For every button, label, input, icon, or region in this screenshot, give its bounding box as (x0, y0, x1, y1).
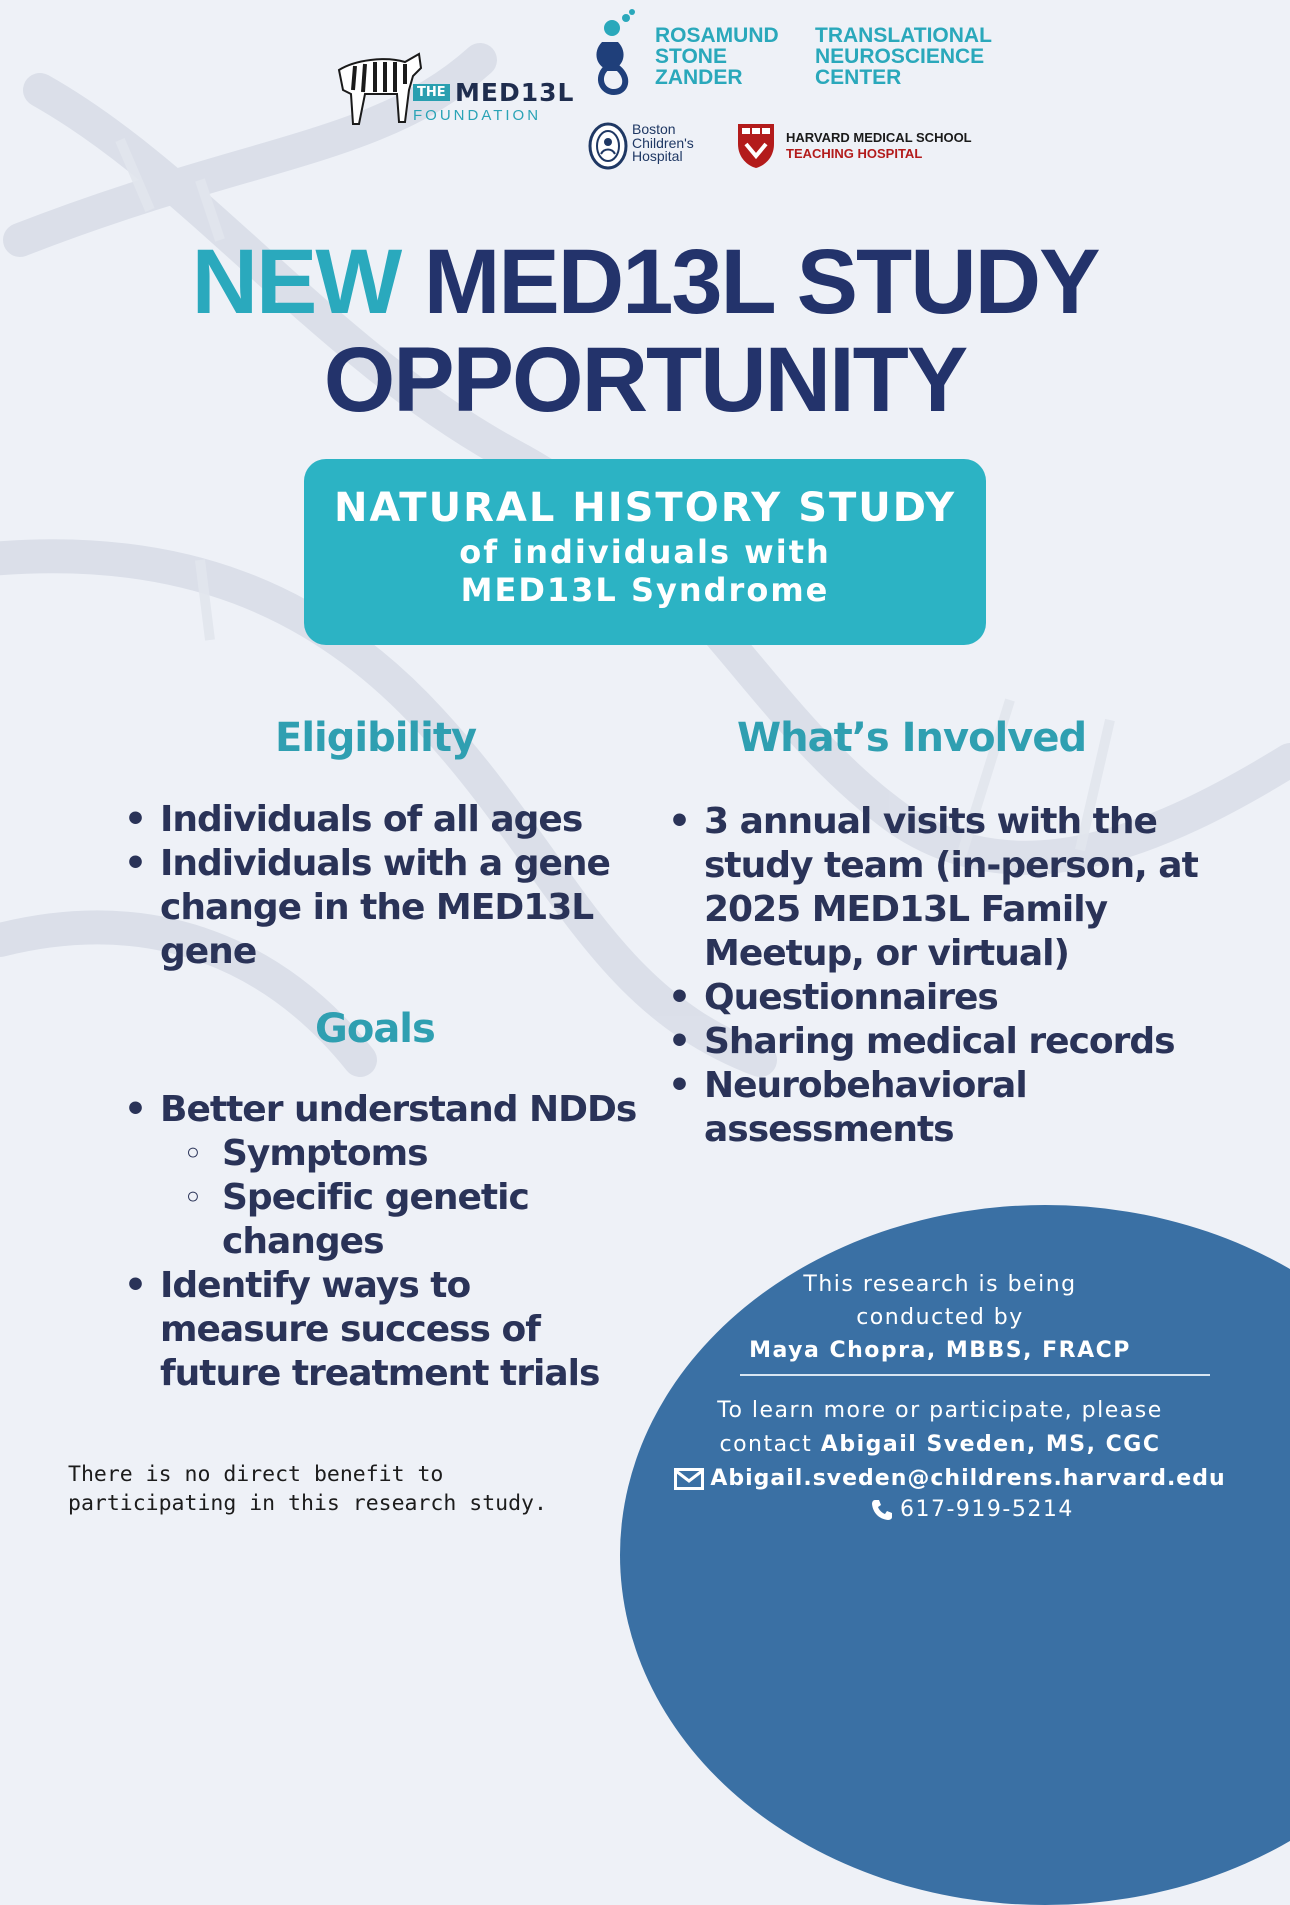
list-item: • Individuals with a gene change in the MED13L gene (124, 842, 624, 974)
list-item: • Neurobehavioral assessments (668, 1064, 1228, 1152)
researcher-name: Maya Chopra, MBBS, FRACP (749, 1338, 1131, 1363)
contact-divider (740, 1374, 1210, 1376)
disclaimer-line1: There is no direct benefit to (68, 1462, 444, 1487)
contact-line1: This research is being (803, 1272, 1077, 1297)
med13l-name: MED13L (455, 78, 575, 107)
contact-phone[interactable]: 617-919-5214 (900, 1497, 1074, 1522)
bch-line2: Children's (632, 134, 694, 151)
eligibility-heading: Eligibility (275, 715, 477, 761)
harvard-shield-icon (736, 122, 776, 170)
study-box-line1: NATURAL HISTORY STUDY (333, 485, 957, 531)
list-item: • Sharing medical records (668, 1020, 1228, 1064)
rsz-line3: ZANDER (655, 66, 743, 89)
tnc-line1: TRANSLATIONAL (815, 24, 992, 47)
list-item: • 3 annual visits with the study team (in-person, at 2025 MED13L Family Meetup, or virtual) (668, 800, 1228, 976)
study-title-box (304, 459, 986, 645)
med13l-foundation-logo (335, 50, 580, 132)
contact-line3: To learn more or participate, please (717, 1398, 1163, 1423)
bch-line3: Hospital (632, 148, 683, 164)
tnc-line3: CENTER (815, 66, 902, 89)
boston-childrens-text (632, 123, 694, 164)
headline-rest: MED13L STUDY (423, 231, 1099, 333)
rsz-logo-text (655, 25, 779, 88)
list-item: • Questionnaires (668, 976, 1228, 1020)
contact-intro (630, 1268, 1250, 1367)
sub-list-item: ◦ Symptoms (124, 1132, 644, 1176)
headline-line2: OPPORTUNITY (323, 329, 967, 431)
list-item: • Individuals of all ages (124, 798, 624, 842)
sub-list-item: ◦ Specific genetic changes (124, 1176, 644, 1264)
rsz-line1: ROSAMUND (655, 24, 779, 47)
goals-list (124, 1088, 644, 1396)
hms-line2: TEACHING HOSPITAL (786, 146, 923, 161)
contact-prefix: contact (719, 1432, 821, 1457)
tnc-logo-text (815, 25, 992, 88)
hms-line1: HARVARD MEDICAL SCHOOL (786, 130, 972, 145)
whats-involved-list (668, 800, 1228, 1152)
eligibility-list (124, 798, 624, 974)
phone-icon (870, 1498, 894, 1522)
contact-phone-row[interactable] (870, 1497, 1074, 1522)
med13l-foundation-label: FOUNDATION (413, 107, 542, 124)
rsz-logo-icon (588, 8, 640, 96)
harvard-medical-school-text (786, 130, 972, 162)
disclaimer (68, 1460, 547, 1518)
headline-new: NEW (191, 231, 401, 333)
tnc-line2: NEUROSCIENCE (815, 45, 985, 68)
list-item: • Better understand NDDs (124, 1088, 644, 1132)
goals-heading: Goals (315, 1006, 435, 1052)
contact-line2: conducted by (856, 1305, 1024, 1330)
rsz-line2: STONE (655, 45, 727, 68)
contact-email[interactable]: Abigail.sveden@childrens.harvard.edu (710, 1466, 1226, 1491)
med13l-the-label: THE (413, 84, 450, 101)
contact-person-name: Abigail Sveden, MS, CGC (820, 1432, 1161, 1457)
contact-instructions (630, 1394, 1250, 1428)
disclaimer-line2: participating in this research study. (68, 1491, 547, 1516)
headline-line1 (0, 232, 1290, 332)
whats-involved-heading: What’s Involved (737, 715, 1087, 761)
study-box-line3: MED13L Syndrome (460, 571, 830, 609)
envelope-icon (674, 1468, 704, 1490)
contact-person-line (630, 1428, 1250, 1462)
bch-line1: Boston (632, 121, 676, 137)
contact-email-row[interactable] (640, 1462, 1260, 1496)
study-box-line2: of individuals with (459, 533, 831, 571)
list-item: • Identify ways to measure success of future treatment trials (124, 1264, 644, 1396)
boston-childrens-seal-icon (588, 122, 628, 170)
